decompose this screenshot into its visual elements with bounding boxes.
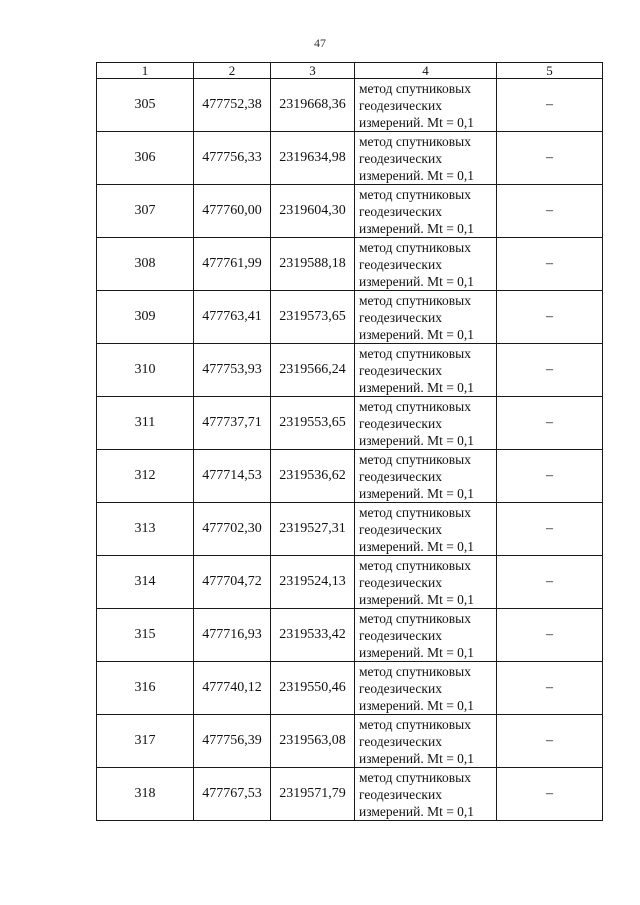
x-coordinate-cell: 477753,93 [194,344,271,397]
method-cell: метод спутниковых геодезических измерений. Mt = 0,1 [355,238,497,291]
point-number-cell: 316 [97,662,194,715]
method-cell: метод спутниковых геодезических измерений. Mt = 0,1 [355,79,497,132]
page-number: 47 [314,36,326,50]
method-cell: метод спутниковых геодезических измерений. Mt = 0,1 [355,132,497,185]
point-number-cell: 314 [97,556,194,609]
method-cell: метод спутниковых геодезических измерений. Mt = 0,1 [355,291,497,344]
y-coordinate-cell: 2319533,42 [271,609,355,662]
x-coordinate-cell: 477756,39 [194,715,271,768]
y-coordinate-cell: 2319573,65 [271,291,355,344]
x-coordinate-cell: 477714,53 [194,450,271,503]
y-coordinate-cell: 2319588,18 [271,238,355,291]
point-number-cell: 313 [97,503,194,556]
table-row [97,344,603,397]
point-number-cell: 307 [97,185,194,238]
table-row [97,79,603,132]
note-cell: – [497,397,603,450]
point-number-cell: 306 [97,132,194,185]
table-body [97,79,603,821]
point-number-cell: 305 [97,79,194,132]
table-row [97,556,603,609]
table-row [97,238,603,291]
column-header: 3 [271,63,355,79]
y-coordinate-cell: 2319566,24 [271,344,355,397]
note-cell: – [497,132,603,185]
table-row [97,185,603,238]
table-row [97,609,603,662]
point-number-cell: 315 [97,609,194,662]
note-cell: – [497,768,603,821]
table-row [97,662,603,715]
method-cell: метод спутниковых геодезических измерений. Mt = 0,1 [355,344,497,397]
x-coordinate-cell: 477737,71 [194,397,271,450]
method-cell: метод спутниковых геодезических измерений. Mt = 0,1 [355,715,497,768]
x-coordinate-cell: 477704,72 [194,556,271,609]
point-number-cell: 312 [97,450,194,503]
method-cell: метод спутниковых геодезических измерений. Mt = 0,1 [355,556,497,609]
note-cell: – [497,344,603,397]
coordinates-table [96,62,603,821]
x-coordinate-cell: 477756,33 [194,132,271,185]
table-row [97,397,603,450]
method-cell: метод спутниковых геодезических измерений. Mt = 0,1 [355,609,497,662]
x-coordinate-cell: 477716,93 [194,609,271,662]
point-number-cell: 317 [97,715,194,768]
y-coordinate-cell: 2319604,30 [271,185,355,238]
point-number-cell: 309 [97,291,194,344]
y-coordinate-cell: 2319668,36 [271,79,355,132]
column-header: 1 [97,63,194,79]
y-coordinate-cell: 2319553,65 [271,397,355,450]
note-cell: – [497,609,603,662]
note-cell: – [497,715,603,768]
method-cell: метод спутниковых геодезических измерений. Mt = 0,1 [355,768,497,821]
note-cell: – [497,556,603,609]
table-row [97,132,603,185]
y-coordinate-cell: 2319571,79 [271,768,355,821]
column-header: 4 [355,63,497,79]
method-cell: метод спутниковых геодезических измерений. Mt = 0,1 [355,185,497,238]
note-cell: – [497,503,603,556]
table-row [97,503,603,556]
header-row [97,63,603,79]
column-header: 5 [497,63,603,79]
table-header [97,63,603,79]
note-cell: – [497,450,603,503]
x-coordinate-cell: 477760,00 [194,185,271,238]
method-cell: метод спутниковых геодезических измерений. Mt = 0,1 [355,450,497,503]
x-coordinate-cell: 477752,38 [194,79,271,132]
x-coordinate-cell: 477740,12 [194,662,271,715]
table-row [97,291,603,344]
point-number-cell: 308 [97,238,194,291]
note-cell: – [497,291,603,344]
y-coordinate-cell: 2319524,13 [271,556,355,609]
y-coordinate-cell: 2319550,46 [271,662,355,715]
table-row [97,715,603,768]
x-coordinate-cell: 477761,99 [194,238,271,291]
table-row [97,450,603,503]
point-number-cell: 310 [97,344,194,397]
x-coordinate-cell: 477763,41 [194,291,271,344]
y-coordinate-cell: 2319634,98 [271,132,355,185]
note-cell: – [497,662,603,715]
note-cell: – [497,238,603,291]
note-cell: – [497,79,603,132]
method-cell: метод спутниковых геодезических измерений. Mt = 0,1 [355,397,497,450]
column-header: 2 [194,63,271,79]
x-coordinate-cell: 477767,53 [194,768,271,821]
y-coordinate-cell: 2319563,08 [271,715,355,768]
x-coordinate-cell: 477702,30 [194,503,271,556]
point-number-cell: 318 [97,768,194,821]
method-cell: метод спутниковых геодезических измерений. Mt = 0,1 [355,503,497,556]
y-coordinate-cell: 2319536,62 [271,450,355,503]
method-cell: метод спутниковых геодезических измерений. Mt = 0,1 [355,662,497,715]
note-cell: – [497,185,603,238]
y-coordinate-cell: 2319527,31 [271,503,355,556]
point-number-cell: 311 [97,397,194,450]
table-row [97,768,603,821]
